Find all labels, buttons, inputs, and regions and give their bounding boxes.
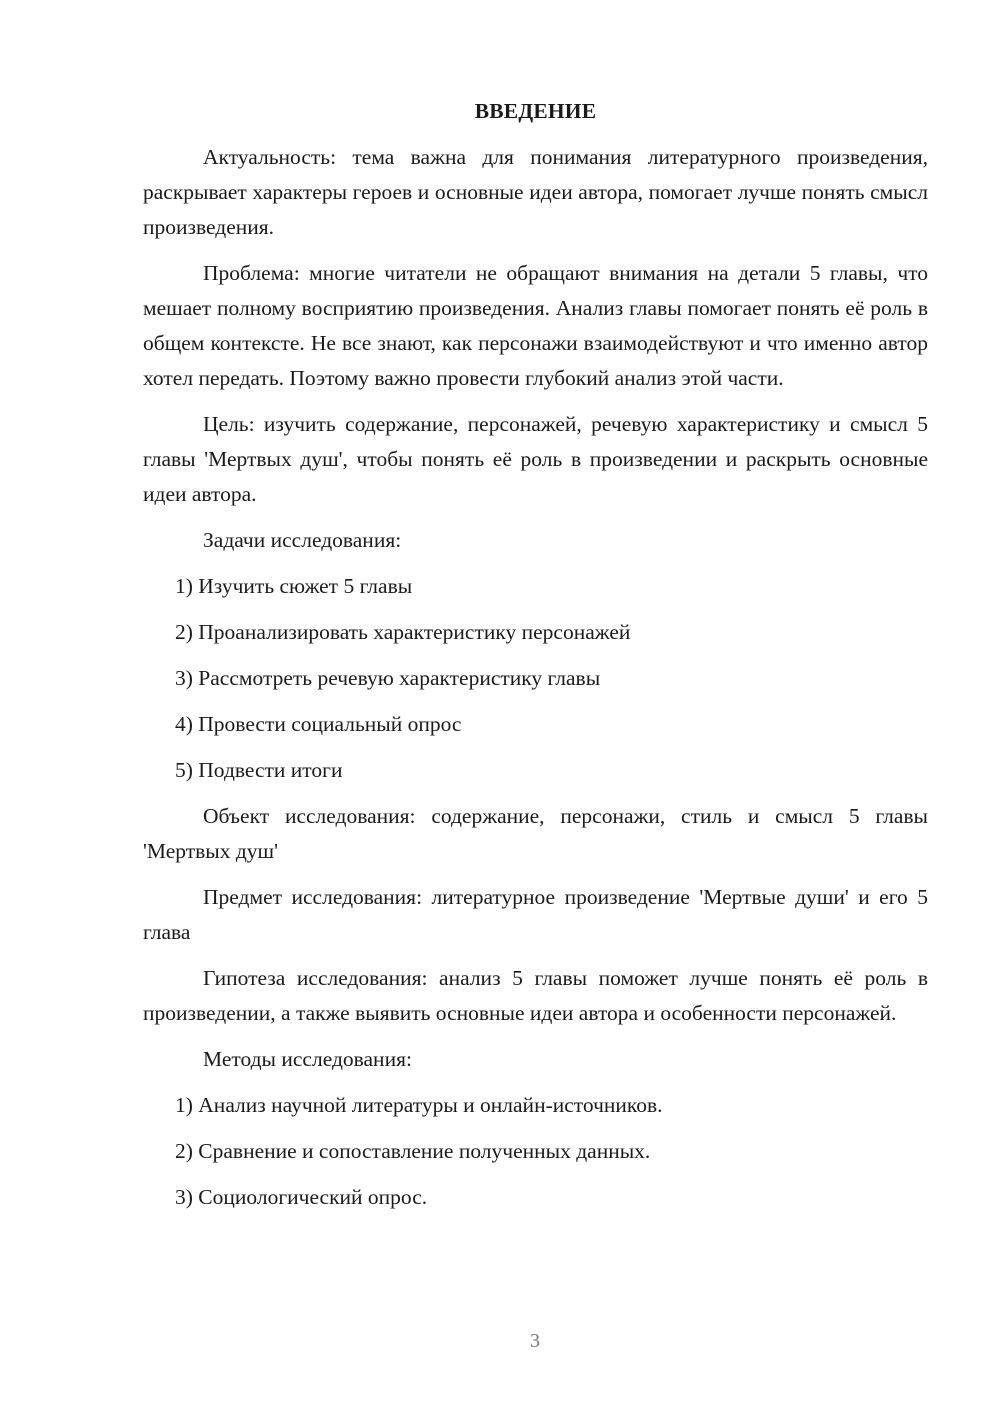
page-title: ВВЕДЕНИЕ: [474, 99, 597, 123]
list-item: 2) Проанализировать характеристику персонажей: [175, 620, 631, 644]
tasks-title: Задачи исследования:: [203, 528, 402, 552]
list-item: 2) Сравнение и сопоставление полученных данных.: [175, 1139, 651, 1163]
methods-list: [143, 1088, 928, 1215]
object-paragraph: Объект исследования: содержание, персонажи, стиль и смысл 5 главы 'Мертвых душ': [143, 804, 928, 863]
relevance-paragraph: Актуальность: тема важна для понимания литературного произведения, раскрывает характеры героев и основные идеи автора, помогает лучше понять смысл произведения.: [143, 145, 928, 239]
problem-paragraph: Проблема: многие читатели не обращают внимания на детали 5 главы, что мешает полному восприятию произведения. Анализ главы помогает понять её роль в общем контексте. Не все знают, как персонажи взаимодействуют и что именно автор хотел передать. Поэтому важно провести глубокий анализ этой части.: [143, 261, 928, 390]
tasks-list: [143, 569, 928, 788]
list-item: 3) Рассмотреть речевую характеристику главы: [175, 666, 601, 690]
goal-paragraph: Цель: изучить содержание, персонажей, речевую характеристику и смысл 5 главы 'Мертвых душ', чтобы понять её роль в произведении и раскрыть основные идеи автора.: [143, 412, 928, 506]
list-item: 1) Изучить сюжет 5 главы: [175, 574, 413, 598]
page-number: 3: [530, 1330, 540, 1352]
hypothesis-paragraph: Гипотеза исследования: анализ 5 главы поможет лучше понять её роль в произведении, а также выявить основные идеи автора и особенности персонажей.: [143, 966, 928, 1025]
subject-paragraph: Предмет исследования: литературное произведение 'Мертвые души' и его 5 глава: [143, 885, 928, 944]
list-item: 3) Социологический опрос.: [175, 1185, 428, 1209]
document-page: [143, 96, 928, 1226]
methods-title: Методы исследования:: [203, 1047, 412, 1071]
list-item: 1) Анализ научной литературы и онлайн-источников.: [175, 1093, 663, 1117]
list-item: 4) Провести социальный опрос: [175, 712, 462, 736]
list-item: 5) Подвести итоги: [175, 758, 343, 782]
